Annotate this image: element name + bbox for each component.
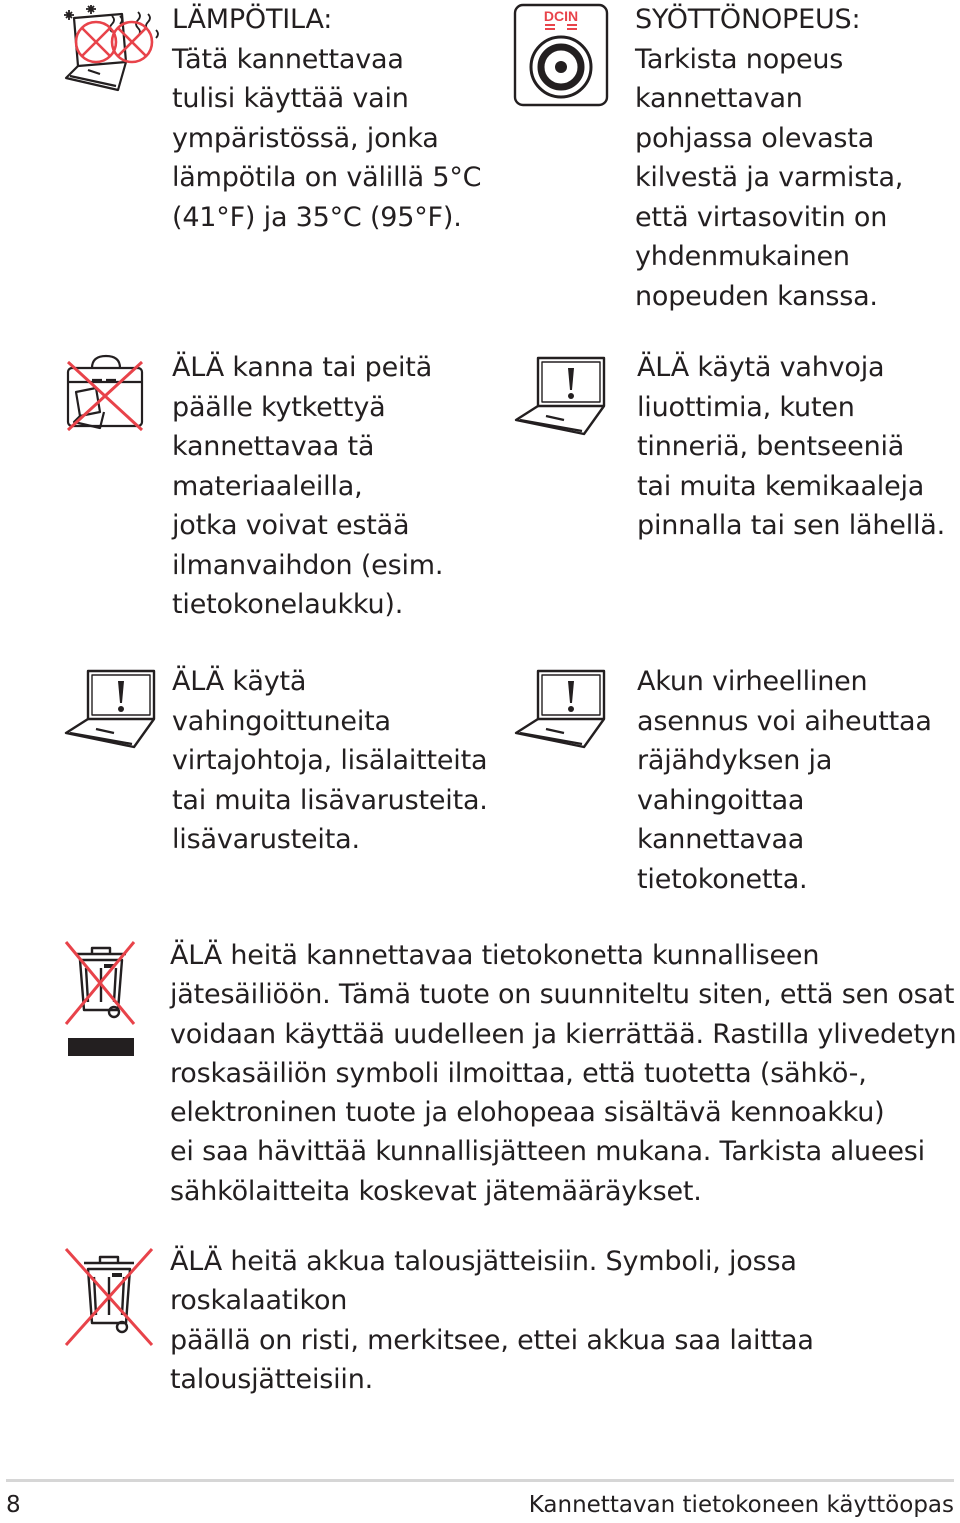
- battery-disposal-text: ÄLÄ heitä akkua talousjätteisiin. Symboli, jossa roskalaatikon päällä on risti, merkitsee, ettei akkua saa laittaa talousjätteisiin.: [170, 1246, 814, 1395]
- temperature-warning-text: LÄMPÖTILA: Tätä kannettavaa tulisi käyttää vain ympäristössä, jonka lämpötila on välillä 5°C (41°F) ja 35°C (95°F).: [172, 4, 482, 233]
- page-number: 8: [6, 1492, 21, 1518]
- laptop-warning-icon: [512, 354, 610, 438]
- weee-disposal-text: ÄLÄ heitä kannettavaa tietokonetta kunnalliseen jätesäiliöön. Tämä tuote on suunniteltu siten, että sen osat voidaan käyttää uudelleen ja kierrättää. Rastilla ylivedetyn roskasäiliön symboli ilmoittaa, että tuotetta (sähkö-, elektroninen tuote ja elohopeaa sisältävä kennoakku) ei saa hävittää kunnallisjätteen mukana. Tarkista alueesi sähkölaitteita koskevat jätemääräykset.: [170, 940, 957, 1207]
- no-solvents-warning-text: ÄLÄ käytä vahvoja liuottimia, kuten tinneriä, bentseeniä tai muita kemikaaleja pinnalla tai sen lähellä.: [637, 352, 946, 541]
- no-cover-warning-text: ÄLÄ kanna tai peitä päälle kytkettyä kannettavaa tä materiaaleilla, jotka voivat estää ilmanvaihdon (esim. tietokonelaukku).: [172, 352, 444, 620]
- input-rating-warning-text: SYÖTTÖNOPEUS: Tarkista nopeus kannettavan pohjassa olevasta kilvestä ja varmista, että virtasovitin on yhdenmukainen nopeuden kanssa.: [635, 4, 904, 312]
- crossed-out-wheelie-bin-icon: [62, 1245, 156, 1349]
- footer-divider: [6, 1479, 954, 1482]
- laptop-temperature-prohibited-icon: [60, 4, 164, 92]
- crossed-out-wheelie-bin-icon: [62, 938, 138, 1058]
- laptop-warning-icon: [62, 667, 160, 751]
- dc-in-label: DCIN: [543, 8, 579, 24]
- laptop-bag-prohibited-icon: [62, 352, 148, 432]
- laptop-warning-icon: [512, 667, 610, 751]
- battery-install-warning-text: Akun virheellinen asennus voi aiheuttaa räjähdyksen ja vahingoittaa kannettavaa tietokonetta.: [637, 666, 932, 895]
- no-damaged-cords-warning-text: ÄLÄ käytä vahingoittuneita virtajohtoja, lisälaitteita tai muita lisävarusteita. lisävarusteita.: [172, 666, 488, 855]
- footer-title: Kannettavan tietokoneen käyttöopas: [528, 1492, 954, 1518]
- dc-in-jack-icon: [513, 3, 609, 107]
